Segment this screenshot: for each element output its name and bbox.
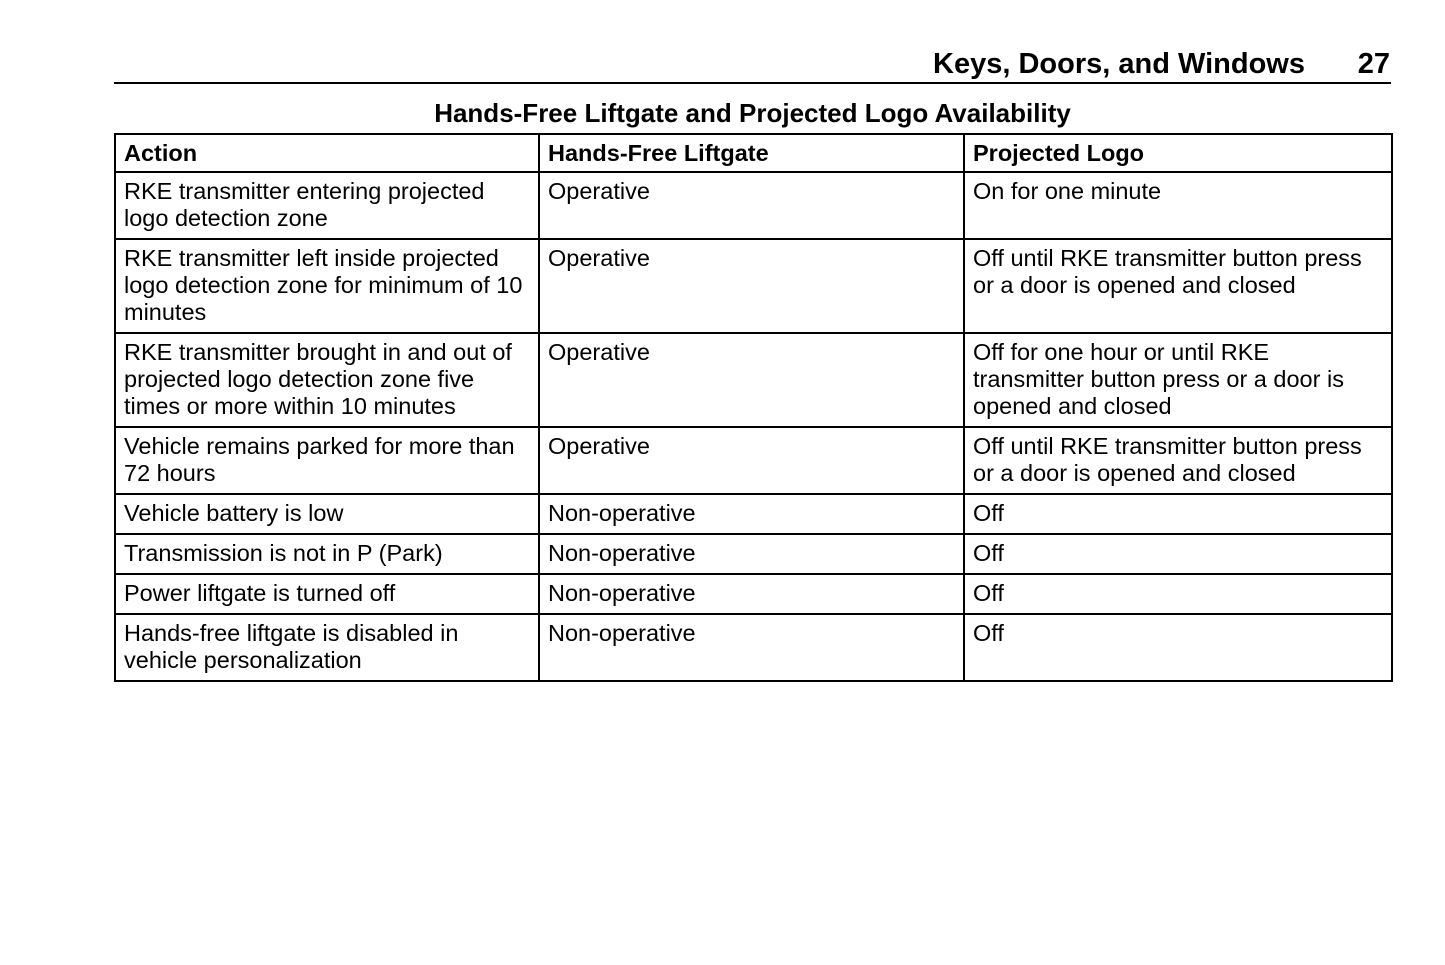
logo-cell: Off — [964, 614, 1392, 681]
action-cell: Vehicle remains parked for more than 72 hours — [115, 427, 539, 494]
action-cell: RKE transmitter left inside projected logo detection zone for minimum of 10 minutes — [115, 239, 539, 333]
logo-cell: On for one minute — [964, 172, 1392, 239]
liftgate-cell: Non-operative — [539, 494, 964, 534]
logo-cell: Off — [964, 534, 1392, 574]
availability-table — [114, 133, 1393, 682]
table-row — [115, 172, 1392, 239]
section-title: Keys, Doors, and Windows — [933, 48, 1305, 80]
table-header-row — [115, 134, 1392, 172]
action-cell: RKE transmitter entering projected logo detection zone — [115, 172, 539, 239]
logo-cell: Off for one hour or until RKE transmitter button press or a door is opened and closed — [964, 333, 1392, 427]
table-row — [115, 534, 1392, 574]
table-caption: Hands-Free Liftgate and Projected Logo Availability — [434, 98, 1071, 128]
page-number: 27 — [1357, 48, 1390, 80]
liftgate-cell: Operative — [539, 172, 964, 239]
table-row — [115, 494, 1392, 534]
action-cell: Vehicle battery is low — [115, 494, 539, 534]
logo-cell: Off until RKE transmitter button press or a door is opened and closed — [964, 239, 1392, 333]
table-row — [115, 239, 1392, 333]
table-row — [115, 427, 1392, 494]
logo-cell: Off until RKE transmitter button press or a door is opened and closed — [964, 427, 1392, 494]
action-cell: Hands-free liftgate is disabled in vehicle personalization — [115, 614, 539, 681]
action-cell: Power liftgate is turned off — [115, 574, 539, 614]
liftgate-cell: Non-operative — [539, 574, 964, 614]
column-header-action: Action — [115, 134, 539, 172]
liftgate-cell: Non-operative — [539, 614, 964, 681]
action-cell: Transmission is not in P (Park) — [115, 534, 539, 574]
running-header — [114, 44, 1391, 84]
logo-cell: Off — [964, 574, 1392, 614]
liftgate-cell: Operative — [539, 333, 964, 427]
liftgate-cell: Operative — [539, 239, 964, 333]
table-row — [115, 333, 1392, 427]
liftgate-cell: Operative — [539, 427, 964, 494]
logo-cell: Off — [964, 494, 1392, 534]
column-header-liftgate: Hands-Free Liftgate — [539, 134, 964, 172]
column-header-logo: Projected Logo — [964, 134, 1392, 172]
liftgate-cell: Non-operative — [539, 534, 964, 574]
table-row — [115, 614, 1392, 681]
action-cell: RKE transmitter brought in and out of projected logo detection zone five times or more within 10 minutes — [115, 333, 539, 427]
table-row — [115, 574, 1392, 614]
